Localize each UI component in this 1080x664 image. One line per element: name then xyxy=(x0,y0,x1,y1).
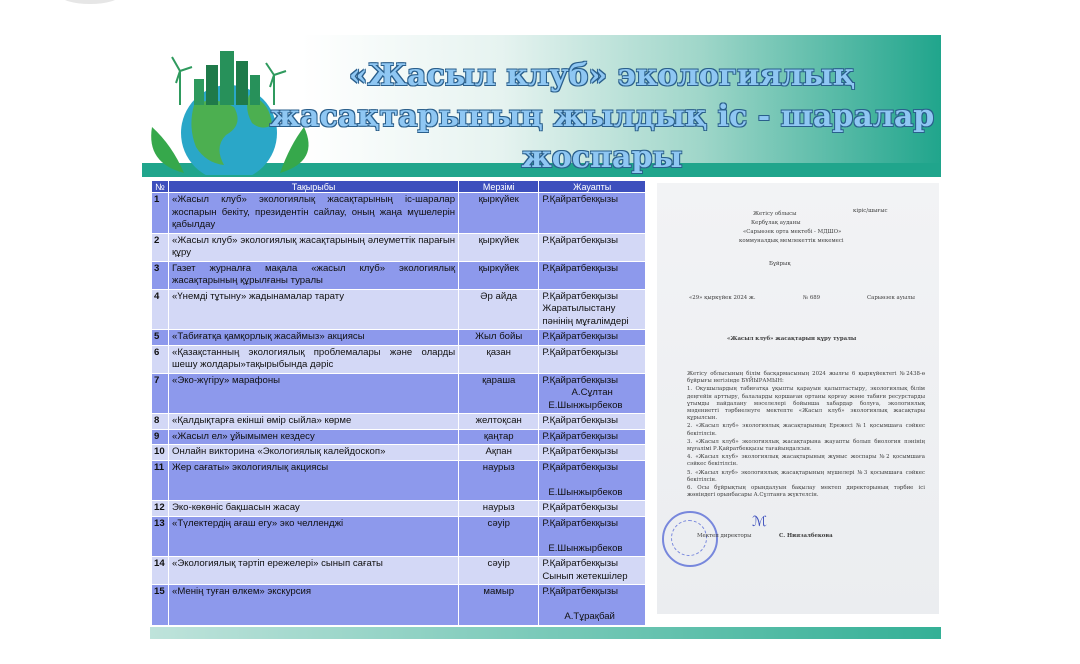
responsible-person: А.Сұлтан xyxy=(571,387,613,398)
row-number: 14 xyxy=(152,557,169,585)
row-number: 8 xyxy=(152,414,169,430)
responsible-person: А.Тұрақбай xyxy=(564,611,615,622)
doc-subject: «Жасыл клуб» жасақтарын құру туралы xyxy=(727,336,857,342)
table-row xyxy=(152,429,646,445)
responsible-person xyxy=(542,474,642,487)
col-header-topic: Тақырыбы xyxy=(168,181,458,193)
col-header-term: Мерзімі xyxy=(459,181,539,193)
row-term: Ақпан xyxy=(459,445,539,461)
doc-body xyxy=(687,371,925,500)
doc-number: № 689 xyxy=(803,295,821,301)
row-responsible xyxy=(539,414,646,430)
row-responsible xyxy=(539,330,646,346)
table-row xyxy=(152,233,646,261)
row-number: 4 xyxy=(152,289,169,330)
row-term: Әр айда xyxy=(459,289,539,330)
row-topic: «Табиғатқа қамқорлық жасаймыз» акциясы xyxy=(168,330,458,346)
title-line: жасақтарының жылдық іс - шаралар xyxy=(269,99,935,134)
row-responsible xyxy=(539,501,646,517)
row-responsible xyxy=(539,429,646,445)
plan-table xyxy=(151,180,646,626)
row-term: Жыл бойы xyxy=(459,330,539,346)
col-header-resp: Жауапты xyxy=(539,181,646,193)
doc-corner-label: кіріс/шығыс xyxy=(853,208,888,214)
doc-item: 1. Оқушылардың табиғатқа ұқыпты қарауын қалыптастыру, экологиялық білім деңгейін арттыру, балаларды қоршаған ортаны қорғау және табиғи ресурстарды ұтымды пайдалану мәселелері бойынша хабардар болуға, экологиялық мәдениетті тәрбиелеуге мектепте «Жасыл клуб» экологиялық жасақтары құрылсын. xyxy=(687,386,925,422)
table-row xyxy=(152,373,646,414)
table-row xyxy=(152,330,646,346)
row-term: сәуір xyxy=(459,557,539,585)
doc-intro: Жетісу облысының білім басқармасының 2024 жылғы 6 қыркүйектегі №2438-ө бұйрығы негізінде БҰЙЫРАМЫН: xyxy=(687,371,925,385)
row-responsible xyxy=(539,193,646,234)
row-term: сәуір xyxy=(459,516,539,557)
row-term: наурыз xyxy=(459,501,539,517)
row-number: 1 xyxy=(152,193,169,234)
responsible-person: Жаратылыстану xyxy=(542,303,616,314)
row-responsible xyxy=(539,516,646,557)
responsible-person: Е.Шынжырбеков xyxy=(548,399,623,411)
doc-signer-role: Мектеп директоры xyxy=(697,533,752,539)
row-number: 5 xyxy=(152,330,169,346)
table-row xyxy=(152,516,646,557)
page-title xyxy=(262,55,942,178)
doc-type-label: Бұйрық xyxy=(769,261,791,267)
doc-header-line: Кербұлақ ауданы xyxy=(751,220,801,226)
row-topic: «Жасыл клуб» экологиялық жасақтарының іс-шаралар жоспарын бекіту, президентін сайлау, оның жаңа мүшелерін қабылдау xyxy=(168,193,458,234)
row-term: наурыз xyxy=(459,460,539,501)
row-responsible xyxy=(539,233,646,261)
responsible-person: Р.Қайратбекқызы xyxy=(542,234,619,246)
row-topic: «Жасыл ел» ұйымымен кездесу xyxy=(168,429,458,445)
table-row xyxy=(152,345,646,373)
table-row xyxy=(152,261,646,289)
col-header-num: № xyxy=(152,181,169,193)
row-responsible xyxy=(539,445,646,461)
row-responsible xyxy=(539,261,646,289)
responsible-person: Р.Қайратбекқызы xyxy=(542,262,619,274)
doc-item: 2. «Жасыл клуб» экологиялық жасақтарының Ережесі №1 қосымшаға сәйкес бекітілсін. xyxy=(687,423,925,437)
responsible-person: Р.Қайратбекқызы xyxy=(542,517,619,529)
row-term: қаңтар xyxy=(459,429,539,445)
row-topic: «Эко-жүгіру» марафоны xyxy=(168,373,458,414)
row-topic: «Түлектердің ағаш егу» эко челленджі xyxy=(168,516,458,557)
row-number: 2 xyxy=(152,233,169,261)
responsible-person: Р.Қайратбекқызы xyxy=(542,558,619,569)
doc-item: 6. Осы бұйрықтың орындалуын бақылау мектеп директорының тәрбие ісі жөніндегі орынбасары А.Сұлтанға жүктелсін. xyxy=(687,485,925,499)
responsible-person: Р.Қайратбекқызы xyxy=(542,461,619,473)
responsible-person: Е.Шынжырбеков xyxy=(548,486,623,498)
table-body xyxy=(152,193,646,626)
title-line: «Жасыл клуб» экологиялық xyxy=(348,58,856,93)
row-topic: «Үнемді тұтыну» жадынамалар тарату xyxy=(168,289,458,330)
doc-item: 4. «Жасыл клуб» экологиялық жасақтарының жұмыс жоспары №2 қосымшаға сәйкес бекітілсін. xyxy=(687,454,925,468)
doc-header-line: коммуналдық мемлекеттік мекемесі xyxy=(739,238,844,244)
doc-item: 5. «Жасыл клуб» экологиялық жасақтарының мүшелері №3 қосымшаға сәйкес бекітілсін. xyxy=(687,469,925,483)
signature-icon: ℳ xyxy=(752,514,767,530)
row-number: 11 xyxy=(152,460,169,501)
responsible-person: Р.Қайратбекқызы xyxy=(542,415,619,426)
title-line: жоспары xyxy=(521,140,683,175)
plan-table-panel xyxy=(151,180,646,622)
responsible-person: Р.Қайратбекқызы xyxy=(542,290,619,302)
responsible-person: Р.Қайратбекқызы xyxy=(542,586,619,597)
row-term: қараша xyxy=(459,373,539,414)
row-responsible xyxy=(539,557,646,585)
slide xyxy=(142,35,941,643)
table-row xyxy=(152,501,646,517)
doc-signer-name: С. Ниязалбекова xyxy=(779,533,833,539)
row-number: 3 xyxy=(152,261,169,289)
row-responsible xyxy=(539,585,646,626)
responsible-person: Р.Қайратбекқызы xyxy=(542,502,619,513)
table-row xyxy=(152,414,646,430)
row-term: қыркүйек xyxy=(459,233,539,261)
table-row xyxy=(152,460,646,501)
row-number: 6 xyxy=(152,345,169,373)
row-number: 10 xyxy=(152,445,169,461)
doc-date: «29» қыркүйек 2024 ж. xyxy=(689,295,756,301)
row-number: 9 xyxy=(152,429,169,445)
responsible-person: Р.Қайратбекқызы xyxy=(542,331,619,342)
responsible-person xyxy=(542,599,642,612)
responsible-person: пәнінің мұғалімдері xyxy=(542,315,629,327)
row-term: қыркүйек xyxy=(459,261,539,289)
row-number: 7 xyxy=(152,373,169,414)
row-topic: Газет журналға мақала «жасыл клуб» экологиялық жасақтарының құрылғаны туралы xyxy=(168,261,458,289)
responsible-person: Р.Қайратбекқызы xyxy=(542,194,619,205)
row-number: 13 xyxy=(152,516,169,557)
table-row xyxy=(152,557,646,585)
row-topic: Онлайн викторина «Экологиялық калейдоскоп» xyxy=(168,445,458,461)
responsible-person: Р.Қайратбекқызы xyxy=(542,346,619,358)
table-row xyxy=(152,585,646,626)
row-term: желтоқсан xyxy=(459,414,539,430)
table-row xyxy=(152,193,646,234)
row-responsible xyxy=(539,460,646,501)
doc-item: 3. «Жасыл клуб» экологиялық жасақтарына жауапты болып биология пәнінің мұғалімі Р.Қайратбекқызы тағайындалсын. xyxy=(687,438,925,453)
table-header-row xyxy=(152,181,646,193)
responsible-person: Р.Қайратбекқызы xyxy=(542,374,619,386)
order-document-image xyxy=(657,183,939,614)
doc-header-line: «Сарыөзек орта мектебі - МДШО» xyxy=(743,229,842,235)
responsible-person: Е.Шынжырбеков xyxy=(548,542,623,554)
footer-stripe xyxy=(150,627,941,639)
row-topic: «Қалдықтарға екінші өмір сыйла» көрме xyxy=(168,414,458,430)
row-topic: «Экологиялық тәртіп ережелері» сынып сағаты xyxy=(168,557,458,585)
doc-place: Сарыөзек ауылы xyxy=(867,295,915,301)
row-responsible xyxy=(539,373,646,414)
responsible-person: Р.Қайратбекқызы xyxy=(542,430,619,442)
table-row xyxy=(152,289,646,330)
row-number: 15 xyxy=(152,585,169,626)
row-topic: Эко-көкөніс бақшасын жасау xyxy=(168,501,458,517)
row-topic: Жер сағаты» экологиялық акциясы xyxy=(168,460,458,501)
top-decoration xyxy=(60,0,120,4)
row-topic: «Қазақстанның экологиялық проблемалары және оларды шешу жолдары»тақырыбында дәріс xyxy=(168,345,458,373)
responsible-person: Р.Қайратбекқызы xyxy=(542,446,619,457)
table-row xyxy=(152,445,646,461)
responsible-person: Сынып жетекшілер xyxy=(542,570,628,582)
row-term: мамыр xyxy=(459,585,539,626)
row-term: қыркүйек xyxy=(459,193,539,234)
row-topic: «Жасыл клуб» экологиялық жасақтарының әлеуметтік парағын құру xyxy=(168,233,458,261)
responsible-person xyxy=(542,530,642,543)
doc-header-line: Жетісу облысы xyxy=(753,211,797,217)
row-responsible xyxy=(539,345,646,373)
row-topic: «Менің туған өлкем» экскурсия xyxy=(168,585,458,626)
row-term: қазан xyxy=(459,345,539,373)
row-number: 12 xyxy=(152,501,169,517)
row-responsible xyxy=(539,289,646,330)
